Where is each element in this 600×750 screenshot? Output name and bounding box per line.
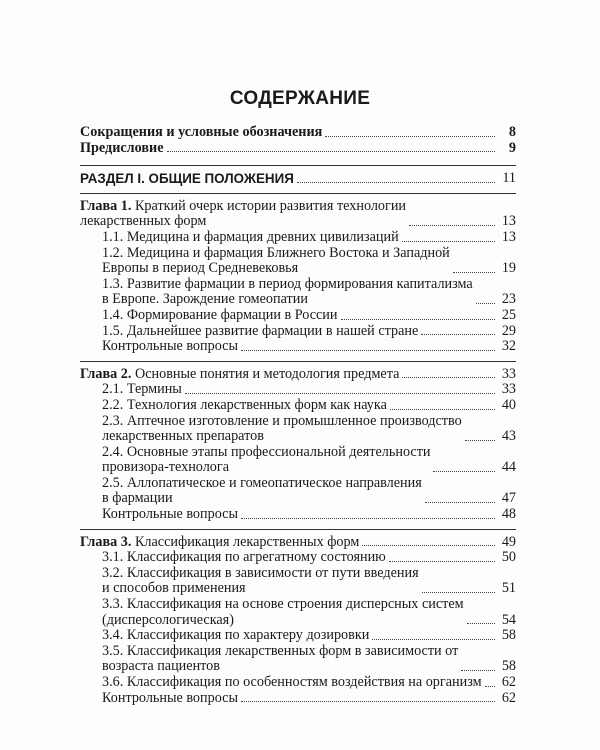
toc-subentry-text: 2.3. Аптечное изготовление и промышленное производство лекарственных препаратов	[102, 412, 462, 445]
toc-page-number: 62	[501, 689, 516, 706]
dot-leader	[167, 151, 495, 152]
toc-subentry-text: 1.5. Дальнейшее развитие фармации в нашей стране	[102, 322, 419, 339]
chapter-title: Краткий очерк истории развития технологии лекарственных форм	[80, 197, 407, 230]
toc-subentry[interactable]	[102, 566, 516, 597]
toc-subentry-text: 2.1. Термины	[102, 381, 182, 398]
toc-subentry-text: 3.2. Классификация в зависимости от пути введения и способов применения	[102, 564, 419, 597]
toc-page-number: 19	[501, 260, 516, 277]
dot-leader	[297, 182, 495, 183]
toc-page-number: 44	[501, 459, 516, 476]
dot-leader	[389, 561, 495, 562]
toc-subentry[interactable]	[102, 324, 516, 340]
toc-subentry[interactable]	[102, 644, 516, 675]
toc-page-number: 58	[501, 627, 516, 644]
toc-subentry[interactable]	[102, 382, 516, 398]
divider	[80, 361, 516, 362]
dot-leader	[390, 409, 495, 410]
toc-page-number: 47	[501, 490, 516, 507]
dot-leader	[409, 225, 495, 226]
dot-leader	[476, 303, 495, 304]
dot-leader	[241, 518, 495, 519]
dot-leader	[453, 272, 495, 273]
toc-entry-text: Сокращения и условные обозначения	[80, 124, 323, 140]
toc-page-number: 13	[501, 228, 516, 245]
toc-page-number: 32	[501, 338, 516, 355]
toc-page-number: 58	[501, 658, 516, 675]
toc-subentry-questions[interactable]	[102, 339, 516, 355]
toc-subentry-text: 1.3. Развитие фармации в период формирования капитализма в Европе. Зарождение гомеопатии	[102, 275, 473, 308]
dot-leader	[467, 623, 495, 624]
toc-entry-chapter-3[interactable]	[80, 535, 516, 551]
chapter-title: Основные понятия и методология предмета	[134, 365, 400, 382]
toc-subentry-text: 3.4. Классификация по характеру дозировки	[102, 627, 370, 644]
toc-entry-chapter-1[interactable]	[80, 199, 516, 230]
divider	[80, 529, 516, 530]
chapter-label: Глава 2.	[80, 365, 132, 382]
dot-leader	[402, 377, 495, 378]
toc-subentry-text: 3.1. Классификация по агрегатному состоянию	[102, 549, 386, 566]
toc-page-number: 49	[501, 533, 516, 550]
page-title: СОДЕРЖАНИЕ	[229, 88, 371, 109]
dot-leader	[402, 241, 495, 242]
dot-leader	[461, 670, 495, 671]
toc-entry-abbreviations[interactable]	[80, 125, 516, 141]
toc-page-number: 43	[501, 428, 516, 445]
toc-page-number: 23	[501, 291, 516, 308]
toc-subentry-text: Контрольные вопросы	[102, 689, 238, 706]
dot-leader	[241, 701, 495, 702]
toc-subentry[interactable]	[102, 246, 516, 277]
toc-subentry-text: 1.4. Формирование фармации в России	[102, 306, 338, 323]
toc-subentry-questions[interactable]	[102, 691, 516, 707]
toc-subentry-text: 2.2. Технология лекарственных форм как наука	[102, 396, 387, 413]
toc-subentry-text: 3.3. Классификация на основе строения дисперсных систем (дисперсологическая)	[102, 596, 464, 628]
dot-leader	[325, 136, 495, 137]
toc-subentry-questions[interactable]	[102, 507, 516, 523]
toc-page-number: 48	[501, 506, 516, 523]
table-of-contents	[80, 125, 516, 706]
divider	[80, 193, 516, 194]
toc-entry-section-1[interactable]	[80, 171, 516, 187]
toc-subentry-text: 1.1. Медицина и фармация древних цивилизаций	[102, 228, 399, 245]
toc-page-number: 33	[501, 381, 516, 398]
chapter-title: Классификация лекарственных форм	[134, 533, 360, 550]
toc-subentry[interactable]	[102, 597, 516, 628]
toc-page-number: 8	[508, 124, 516, 140]
toc-entry-text: Предисловие	[80, 139, 164, 156]
toc-subentry-text: Контрольные вопросы	[102, 338, 238, 355]
toc-page-number: 51	[501, 580, 516, 597]
toc-subentry[interactable]	[102, 414, 516, 445]
dot-leader	[362, 545, 495, 546]
chapter-label: Глава 1.	[80, 197, 132, 214]
dot-leader	[465, 440, 495, 441]
toc-subentry[interactable]	[102, 398, 516, 414]
toc-subentry-text: 3.6. Классификация по особенностям воздействия на организм	[102, 674, 482, 690]
toc-subentry-text: 2.5. Аллопатическое и гомеопатическое направления в фармации	[102, 474, 422, 507]
dot-leader	[421, 334, 495, 335]
toc-subentry[interactable]	[102, 308, 516, 324]
dot-leader	[433, 471, 495, 472]
toc-subentry[interactable]	[102, 230, 516, 246]
toc-subentry[interactable]	[102, 675, 516, 691]
toc-subentry-text: 3.5. Классификация лекарственных форм в зависимости от возраста пациентов	[102, 642, 459, 675]
toc-subentry[interactable]	[102, 445, 516, 476]
toc-page-number: 62	[501, 674, 516, 690]
toc-subentry[interactable]	[102, 550, 516, 566]
toc-page-number: 9	[508, 139, 516, 156]
toc-subentry[interactable]	[102, 476, 516, 507]
chapter-label: Глава 3.	[80, 533, 132, 550]
dot-leader	[372, 639, 495, 640]
toc-page-number: 40	[501, 396, 516, 413]
dot-leader	[425, 502, 495, 503]
toc-subentry-text: Контрольные вопросы	[102, 506, 238, 523]
divider	[80, 165, 516, 166]
toc-page-number: 33	[501, 365, 516, 382]
dot-leader	[341, 319, 496, 320]
dot-leader	[422, 592, 495, 593]
dot-leader	[185, 393, 495, 394]
toc-page-number: 50	[501, 549, 516, 566]
toc-subentry-text: 1.2. Медицина и фармация Ближнего Востока и Западной Европы в период Средневековья	[102, 244, 450, 277]
dot-leader	[241, 350, 495, 351]
toc-page-number: 11	[502, 170, 516, 187]
toc-page-number: 13	[501, 213, 516, 230]
toc-subentry[interactable]	[102, 277, 516, 308]
dot-leader	[485, 686, 495, 687]
toc-entry-chapter-2[interactable]	[80, 367, 516, 383]
toc-section-title: РАЗДЕЛ I. ОБЩИЕ ПОЛОЖЕНИЯ	[80, 171, 294, 187]
toc-subentry-text: 2.4. Основные этапы профессиональной деятельности провизора-технолога	[102, 443, 431, 476]
toc-subentry[interactable]	[102, 628, 516, 644]
toc-page-number: 29	[501, 322, 516, 339]
toc-entry-preface[interactable]	[80, 141, 516, 157]
toc-page-number: 54	[501, 611, 516, 628]
toc-page-number: 25	[501, 306, 516, 323]
